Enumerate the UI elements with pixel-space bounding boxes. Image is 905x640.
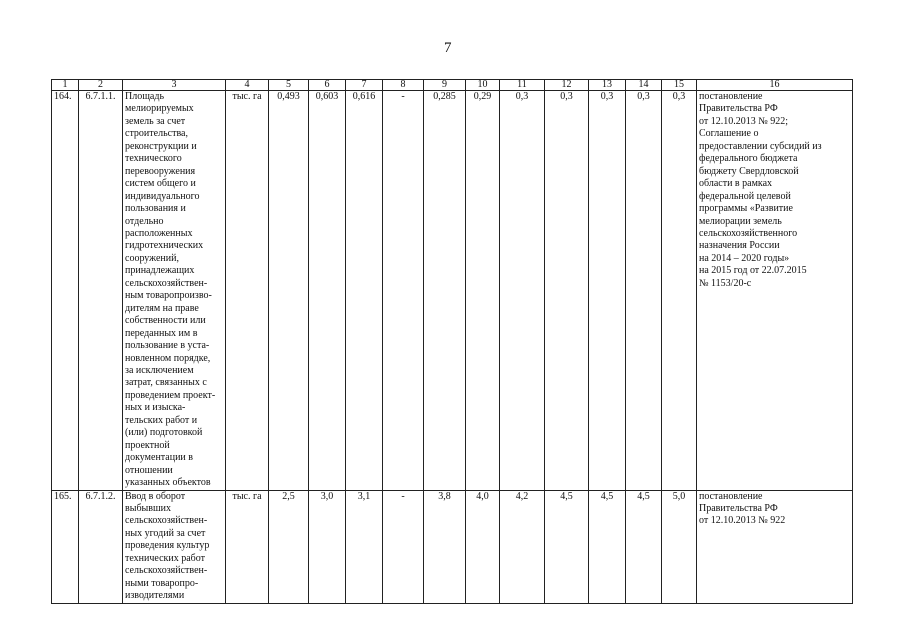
table-row xyxy=(52,490,853,603)
row-unit: тыс. га xyxy=(226,490,269,603)
header-cell: 8 xyxy=(383,80,424,91)
header-cell: 6 xyxy=(309,80,346,91)
header-cell: 11 xyxy=(500,80,545,91)
row-unit: тыс. га xyxy=(226,91,269,491)
row-code: 6.7.1.2. xyxy=(79,490,123,603)
header-row xyxy=(52,80,853,91)
header-cell: 5 xyxy=(269,80,309,91)
row-reference: постановление Правительства РФ от 12.10.2013 № 922; Соглашение о предоставлении субсидий из федерального бюджета бюджету Свердловской области в рамках федеральной целевой программы «Развитие мелиорации земель сельскохозяйственного назначения России на 2014 – 2020 годы» на 2015 год от 22.07.2015 № 1153/20-с xyxy=(697,91,853,491)
header-cell: 4 xyxy=(226,80,269,91)
value-cell: 4,5 xyxy=(589,490,626,603)
header-cell: 7 xyxy=(346,80,383,91)
value-cell: 3,0 xyxy=(309,490,346,603)
page-number: 7 xyxy=(444,40,452,56)
value-cell: 0,493 xyxy=(269,91,309,491)
header-cell: 1 xyxy=(52,80,79,91)
header-cell: 2 xyxy=(79,80,123,91)
value-cell: 0,3 xyxy=(589,91,626,491)
header-cell: 15 xyxy=(662,80,697,91)
table-row xyxy=(52,91,853,491)
value-cell: 0,285 xyxy=(424,91,466,491)
value-cell: 5,0 xyxy=(662,490,697,603)
header-cell: 10 xyxy=(466,80,500,91)
value-cell: 4,2 xyxy=(500,490,545,603)
row-number: 165. xyxy=(52,490,79,603)
header-cell: 9 xyxy=(424,80,466,91)
value-cell: 4,5 xyxy=(545,490,589,603)
header-cell: 12 xyxy=(545,80,589,91)
value-cell: 2,5 xyxy=(269,490,309,603)
value-cell: 0,3 xyxy=(500,91,545,491)
value-cell: 0,3 xyxy=(662,91,697,491)
header-cell: 16 xyxy=(697,80,853,91)
value-cell: 3,8 xyxy=(424,490,466,603)
value-cell: 3,1 xyxy=(346,490,383,603)
indicator-table xyxy=(51,79,853,604)
header-cell: 3 xyxy=(123,80,226,91)
value-cell: - xyxy=(383,490,424,603)
row-description: Ввод в оборот выбывших сельскохозяйствен- ных угодий за счет проведения культур технических работ сельскохозяйствен- ными товаропро- изводителями xyxy=(123,490,226,603)
row-code: 6.7.1.1. xyxy=(79,91,123,491)
row-reference: постановление Правительства РФ от 12.10.2013 № 922 xyxy=(697,490,853,603)
value-cell: 4,5 xyxy=(626,490,662,603)
value-cell: 0,3 xyxy=(626,91,662,491)
header-cell: 13 xyxy=(589,80,626,91)
value-cell: 0,603 xyxy=(309,91,346,491)
value-cell: - xyxy=(383,91,424,491)
row-number: 164. xyxy=(52,91,79,491)
row-description: Площадь мелиорируемых земель за счет строительства, реконструкции и технического перевооружения систем общего и индивидуального пользования и отдельно расположенных гидротехнических сооружений, принадлежащих сельскохозяйствен- ным товаропроизво- дителям на праве собственности или переданных им в пользование в уста- новленном порядке, за исключением затрат, связанных с проведением проект- ных и изыска- тельских работ и (или) подготовкой проектной документации в отношении указанных объектов xyxy=(123,91,226,491)
value-cell: 0,3 xyxy=(545,91,589,491)
value-cell: 0,29 xyxy=(466,91,500,491)
header-cell: 14 xyxy=(626,80,662,91)
value-cell: 0,616 xyxy=(346,91,383,491)
value-cell: 4,0 xyxy=(466,490,500,603)
